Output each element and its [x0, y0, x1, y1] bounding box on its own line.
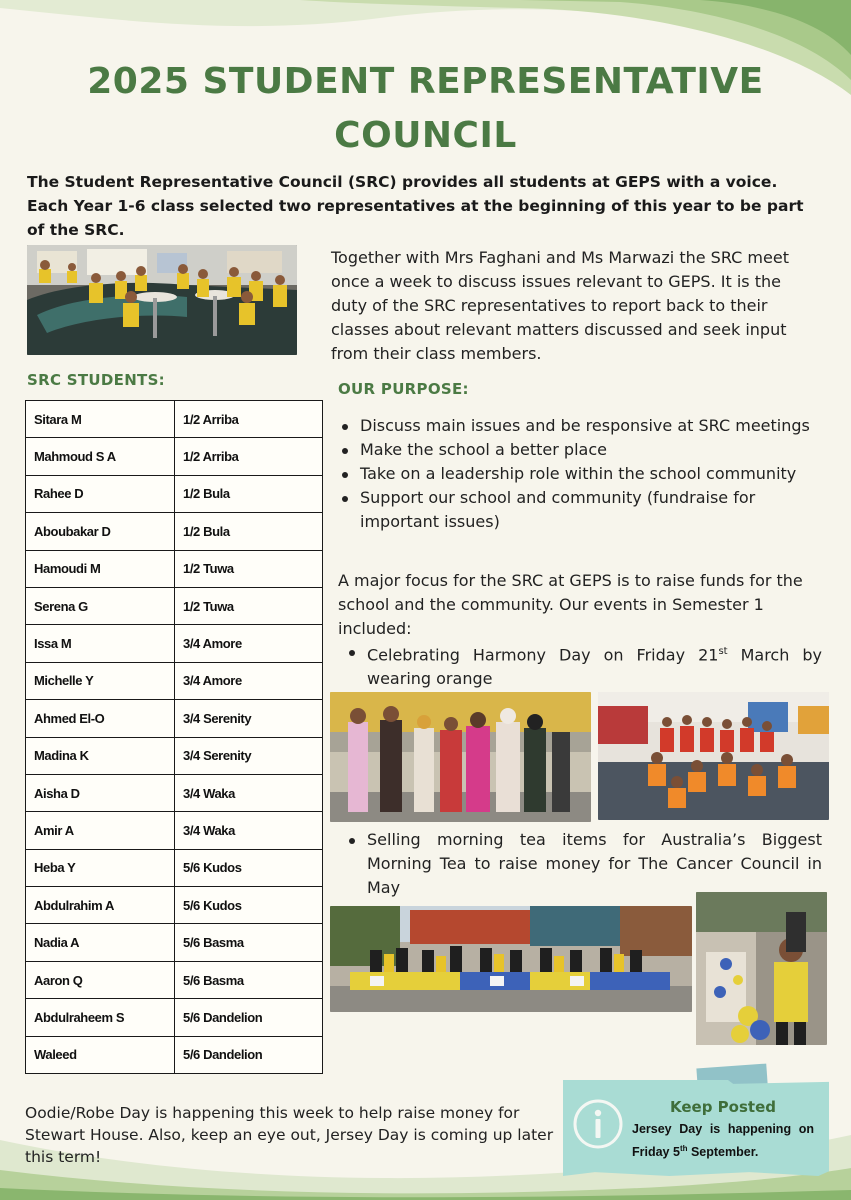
student-name: Ahmed El-O: [26, 700, 175, 737]
student-class: 1/2 Tuwa: [175, 550, 323, 587]
student-class: 1/2 Arriba: [175, 438, 323, 475]
student-row: [26, 550, 323, 587]
src-students-table: [25, 400, 323, 1074]
student-name: Rahee D: [26, 475, 175, 512]
event-list-1: [345, 640, 822, 691]
keep-posted-title: Keep Posted: [670, 1098, 776, 1116]
student-row: [26, 700, 323, 737]
event-harmony-day: [345, 640, 822, 691]
student-row: [26, 587, 323, 624]
student-name: Abdulraheem S: [26, 999, 175, 1036]
student-class: 3/4 Serenity: [175, 737, 323, 774]
event-list-2: [345, 828, 822, 900]
morning-tea-photo-1: [330, 906, 692, 1012]
purpose-item: Discuss main issues and be responsive at SRC meetings: [338, 414, 830, 438]
intro-line-1: The Student Representative Council (SRC) provides all students at GEPS with a voice.: [27, 173, 778, 191]
student-class: 5/6 Basma: [175, 961, 323, 998]
student-row: [26, 849, 323, 886]
student-class: 1/2 Bula: [175, 513, 323, 550]
student-class: 1/2 Arriba: [175, 401, 323, 438]
student-row: [26, 625, 323, 662]
student-row: [26, 662, 323, 699]
student-name: Amir A: [26, 812, 175, 849]
event-harmony-day-text: Celebrating Harmony Day on Friday 21: [367, 645, 719, 665]
harmony-day-photo-2: [598, 692, 829, 820]
event-harmony-day-sup: st: [718, 646, 728, 657]
keep-posted-sup: th: [679, 1144, 688, 1153]
student-row: [26, 999, 323, 1036]
student-name: Hamoudi M: [26, 550, 175, 587]
meeting-paragraph: Together with Mrs Faghani and Ms Marwazi the SRC meet once a week to discuss issues relevant to GEPS. It is the duty of the SRC representatives to report back to their classes about relevant matters discussed and seek input from their class members.: [331, 248, 789, 363]
src-group-photo: [27, 245, 297, 355]
student-name: Michelle Y: [26, 662, 175, 699]
student-row: [26, 513, 323, 550]
purpose-item: Support our school and community (fundraise for important issues): [338, 486, 830, 534]
event-morning-tea: Selling morning tea items for Australia’s Biggest Morning Tea to raise money for The Cancer Council in May: [345, 828, 822, 900]
student-name: Aaron Q: [26, 961, 175, 998]
bottom-note: Oodie/Robe Day is happening this week to help raise money for Stewart House. Also, keep an eye out, Jersey Day is coming up later this term!: [25, 1104, 554, 1166]
student-name: Issa M: [26, 625, 175, 662]
student-class: 3/4 Amore: [175, 625, 323, 662]
student-name: Madina K: [26, 737, 175, 774]
student-name: Mahmoud S A: [26, 438, 175, 475]
student-class: 3/4 Amore: [175, 662, 323, 699]
student-name: Heba Y: [26, 849, 175, 886]
purpose-item: Make the school a better place: [338, 438, 830, 462]
student-class: 5/6 Kudos: [175, 887, 323, 924]
student-name: Nadia A: [26, 924, 175, 961]
student-class: 3/4 Waka: [175, 774, 323, 811]
student-row: [26, 1036, 323, 1073]
page-title-line2: COUNCIL: [334, 115, 517, 156]
purpose-list: [338, 414, 830, 534]
purpose-item: Take on a leadership role within the school community: [338, 462, 830, 486]
student-row: [26, 438, 323, 475]
keep-posted-text-end: September.: [687, 1145, 759, 1160]
intro-line-2: Each Year 1-6 class selected two representatives at the beginning of this year to be part of the SRC.: [27, 197, 804, 239]
student-class: 5/6 Kudos: [175, 849, 323, 886]
student-class: 3/4 Waka: [175, 812, 323, 849]
student-name: Serena G: [26, 587, 175, 624]
student-name: Abdulrahim A: [26, 887, 175, 924]
student-name: Waleed: [26, 1036, 175, 1073]
student-class: 3/4 Serenity: [175, 700, 323, 737]
keep-posted-text: [632, 1120, 814, 1162]
student-row: [26, 737, 323, 774]
student-row: [26, 812, 323, 849]
student-name: Sitara M: [26, 401, 175, 438]
student-name: Aisha D: [26, 774, 175, 811]
morning-tea-photo-2: [696, 892, 827, 1045]
our-purpose-heading: OUR PURPOSE:: [338, 380, 469, 398]
student-row: [26, 475, 323, 512]
harmony-day-photo-1: [330, 692, 591, 822]
student-class: 5/6 Dandelion: [175, 1036, 323, 1073]
student-row: [26, 961, 323, 998]
info-icon: [570, 1096, 626, 1152]
student-class: 1/2 Tuwa: [175, 587, 323, 624]
focus-paragraph: A major focus for the SRC at GEPS is to raise funds for the school and the community. Our events in Semester 1 included:: [338, 571, 803, 638]
page-title: 2025 STUDENT REPRESENTATIVE: [87, 61, 764, 102]
student-class: 5/6 Dandelion: [175, 999, 323, 1036]
student-row: [26, 774, 323, 811]
student-name: Aboubakar D: [26, 513, 175, 550]
student-class: 1/2 Bula: [175, 475, 323, 512]
student-row: [26, 924, 323, 961]
intro-text: [27, 170, 817, 242]
src-students-heading: SRC STUDENTS:: [27, 371, 165, 389]
student-row: [26, 401, 323, 438]
student-class: 5/6 Basma: [175, 924, 323, 961]
keep-posted-text-main: Jersey Day is happening on Friday 5: [632, 1122, 814, 1160]
event-harmony-day-text-end: March by wearing orange: [367, 645, 823, 689]
student-row: [26, 887, 323, 924]
